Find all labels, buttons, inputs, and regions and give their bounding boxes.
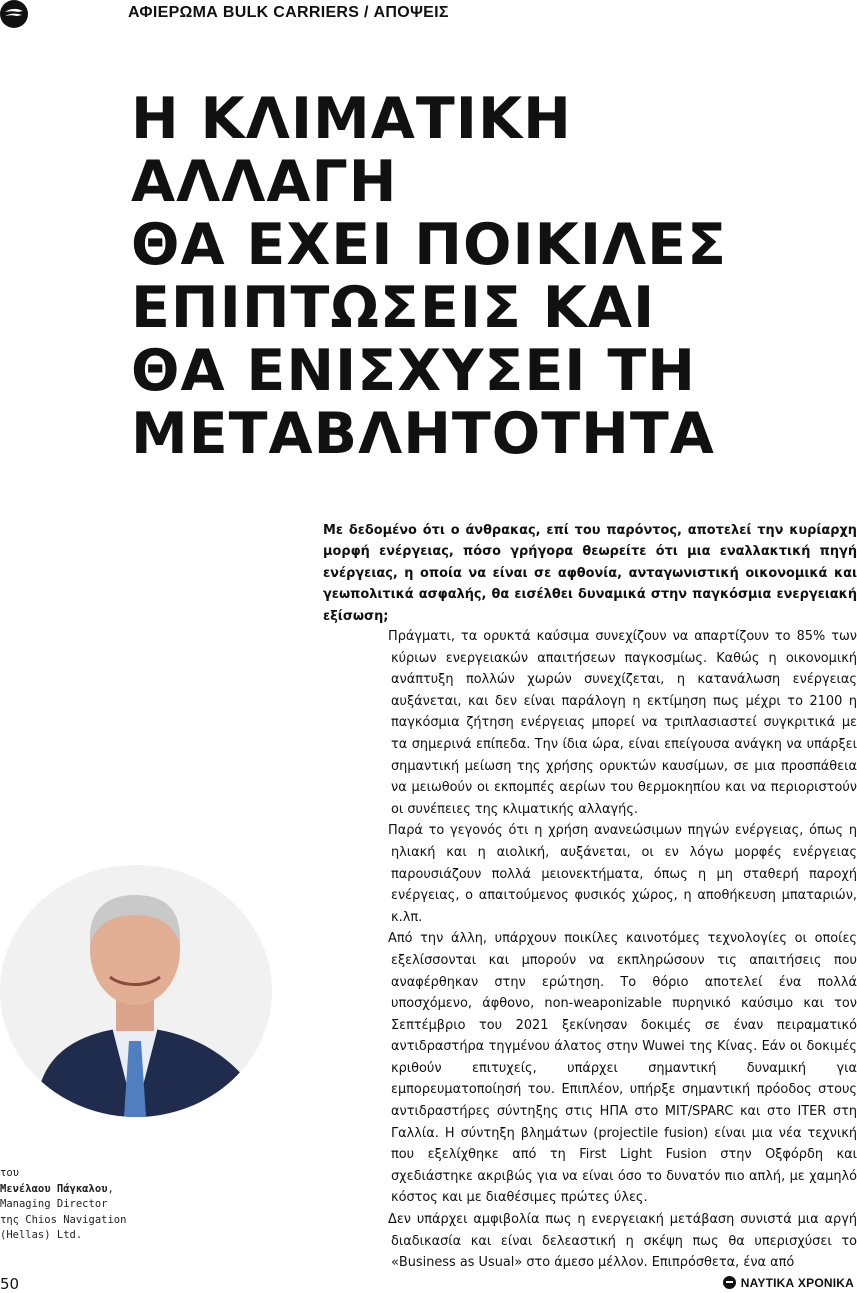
brand-name: ΝΑΥΤΙΚΑ ΧΡΟΝΙΚΑ xyxy=(740,1276,854,1290)
author-prefix: του xyxy=(0,1167,19,1179)
answer-paragraph: Πράγματι, τα ορυκτά καύσιμα συνεχίζουν να απαρτίζουν το 85% των κύριων ενεργειακών απαιτήσεων παγκοσμίως. Καθώς η οικονομική ανάπτυξη πολλών χωρών συνεχίζεται, η κατανάλωση ενέργειας αυξάνεται, και δεν είναι παράλογη η εκτίμηση πως μέχρι το 2100 η παγκόσμια ζήτηση ενέργειας μπορεί να τριπλασιαστεί συγκριτικά με τα σημερινά επίπεδα. Την ίδια ώρα, είναι επείγουσα ανάγκη να υπάρξει σημαντική μείωση της χρήσης ορυκτών καυσίμων, σε μια προσπάθεια να μειωθούν οι εκπομπές αερίων του θερμοκηπίου και να περιοριστούν οι συνέπειες της κλιματικής αλλαγής. xyxy=(388,629,857,817)
author-name-line: Μενέλαου Πάγκαλου, xyxy=(0,1182,114,1195)
brand-mark-icon xyxy=(723,1276,736,1289)
author-company-suffix: (Hellas) Ltd. xyxy=(0,1229,83,1242)
answer-paragraph: Από την άλλη, υπάρχουν ποικίλες καινοτόμες τεχνολογίες οι οποίες εξελίσσονται και μπορούν να εκπληρώσουν τις απαιτήσεις που αναφέρθηκαν στην ερώτηση. Το θόριο αποτελεί ένα πολλά υποσχόμενο, άφθονο, non-weaponizable πυρηνικό καύσιμο και τον Σεπτέμβριο του 2021 ξεκίνησαν δοκιμές σε έναν πειραματικό αντιδραστήρα τηγμένου άλατος στην Wuwei της Κίνας. Εάν οι δοκιμές κριθούν επιτυχείς, υπάρχει σημαντική δυναμική για εμπορευματοποίησή του. Επιπλέον, υπήρξε σημαντική πρόοδος στους αντιδραστήρες σύντηξης στις ΗΠΑ στο MIT/SPARC και στο ITER στη Γαλλία. Η σύντηξη βλημάτων (projectile fusion) είναι μια νέα τεχνική που εξελίχθηκε από τη First Light Fusion στην Οξφόρδη και σχεδιάστηκε ακριβώς για να είναι όσο το δυνατόν πιο απλή, με χαμηλό κόστος και με διαθέσιμες πρώτες ύλες. xyxy=(388,931,857,1206)
headline-line: Η ΚΛΙΜΑΤΙΚΗ ΑΛΛΑΓΗ xyxy=(131,86,572,215)
section-header: ΑΦΙΕΡΩΜΑ BULK CARRIERS / ΑΠΟΨΕΙΣ xyxy=(128,4,449,21)
author-company: της Chios Navigation xyxy=(0,1213,127,1226)
footer-brand xyxy=(723,1276,854,1290)
page-number: 50 xyxy=(0,1275,20,1293)
author-caption xyxy=(0,1166,135,1244)
brand-logo-icon xyxy=(0,0,28,28)
author-name: Μενέλαου Πάγκαλου xyxy=(0,1182,108,1195)
headline-line: ΘΑ ΕΝΙΣΧΥΣΕΙ ΤΗ xyxy=(131,338,696,404)
interview-question: Με δεδομένο ότι ο άνθρακας, επί του παρόντος, αποτελεί την κυρίαρχη μορφή ενέργειας, πόσο γρήγορα θεωρείτε ότι μια εναλλακτική πηγή ενέργειας, η οποία να είναι σε αφθονία, ανταγωνιστική οικονομικά και γεωπολιτικά ασφαλής, θα εισέλθει δυναμικά στην παγκόσμια ενεργειακή εξίσωση; xyxy=(323,523,857,624)
author-title: Managing Director xyxy=(0,1198,108,1211)
interview-answer xyxy=(388,626,857,1274)
answer-paragraph: Παρά το γεγονός ότι η χρήση ανανεώσιμων πηγών ενέργειας, όπως η ηλιακή και η αιολική, αυξάνεται, οι εν λόγω μορφές ενέργειας παρουσιάζουν πολλά μειονεκτήματα, όπως η μη σταθερή παροχή ενέργειας, ο απαιτούμενος φυσικός χώρος, η αποθήκευση μπαταριών, κ.λπ. xyxy=(388,823,857,925)
headline-line: ΕΠΙΠΤΩΣΕΙΣ ΚΑΙ xyxy=(131,275,656,341)
answer-paragraph: Δεν υπάρχει αμφιβολία πως η ενεργειακή μετάβαση συνιστά μια αργή διαδικασία και είναι δελεαστική η σκέψη πως θα υπερισχύσει το «Business as Usual» στο άμεσο μέλλον. Επιπρόσθετα, ένα από xyxy=(388,1212,857,1271)
headline-line: ΘΑ ΕΧΕΙ ΠΟΙΚΙΛΕΣ xyxy=(131,212,728,278)
headline xyxy=(131,88,853,466)
headline-line: ΜΕΤΑΒΛΗΤΟΤΗΤΑ xyxy=(131,401,715,467)
author-portrait xyxy=(0,865,272,1117)
